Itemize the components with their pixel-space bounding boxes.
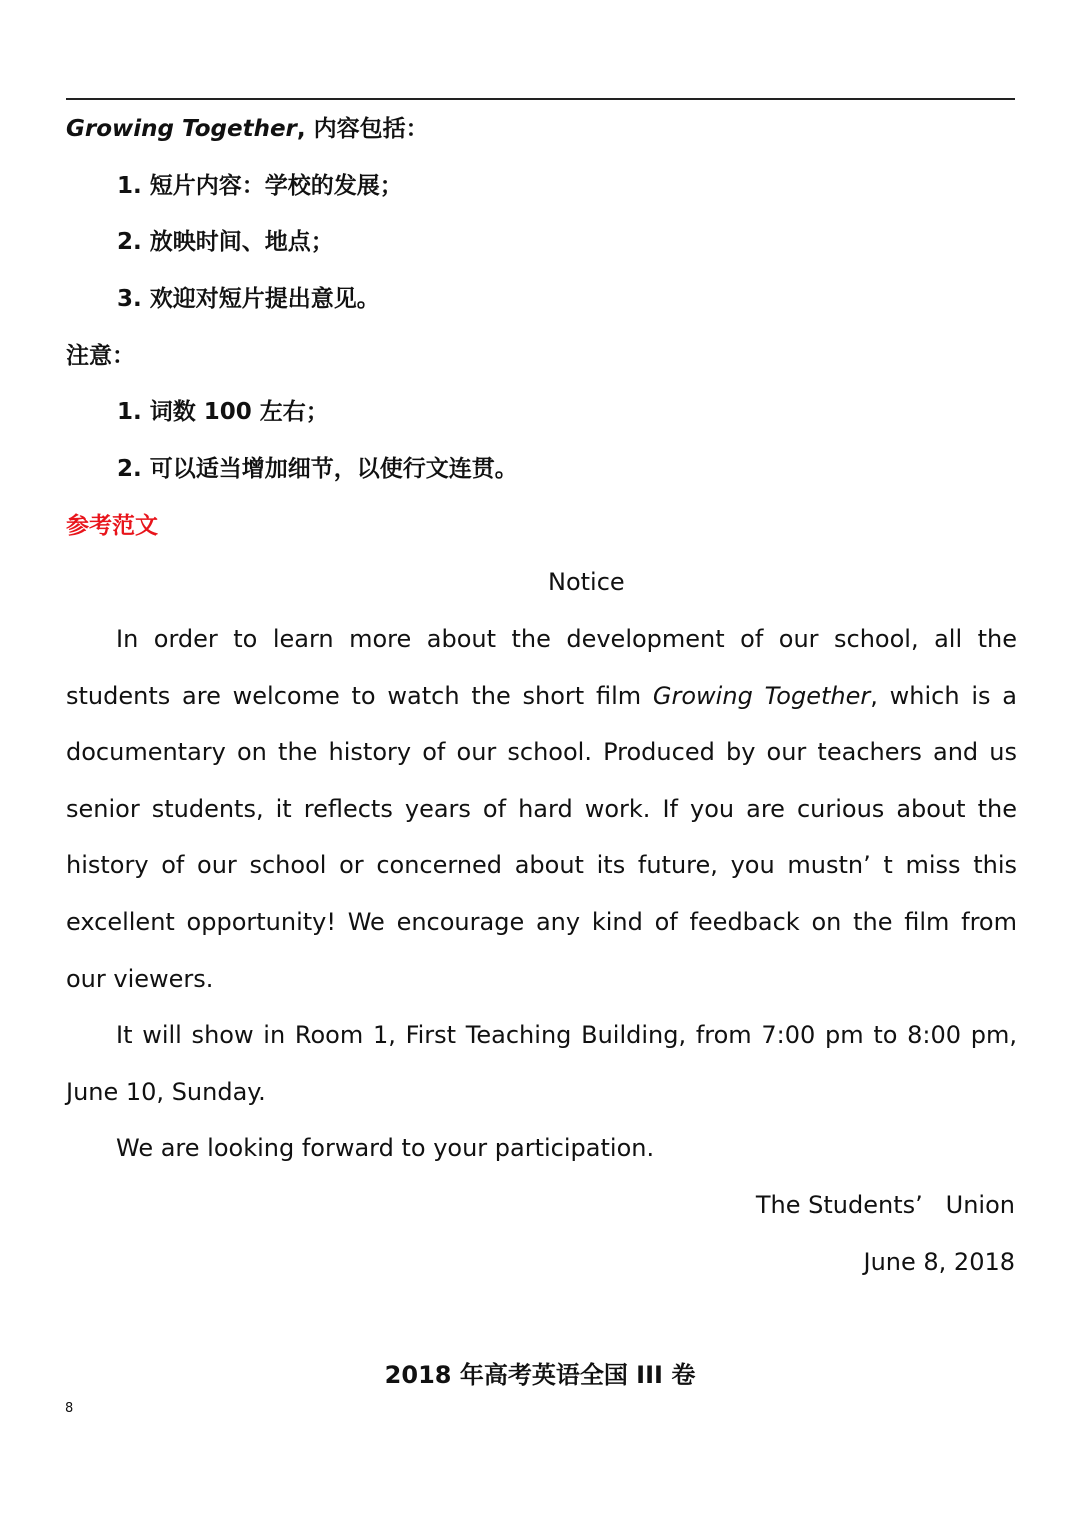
page-number: 8	[65, 1401, 74, 1416]
essay-title: Notice	[548, 568, 625, 596]
film-title-inline: Growing Together	[652, 681, 871, 710]
next-section-title: 2018 年高考英语全国 III 卷	[384, 1361, 696, 1389]
essay-paragraph-3: We are looking forward to your participation.	[116, 1134, 655, 1163]
signature-date: June 8, 2018	[863, 1248, 1015, 1276]
intro-suffix: , 内容包括：	[296, 116, 429, 142]
sample-heading: 参考范文	[66, 513, 158, 539]
content-item-1: 1. 短片内容：学校的发展；	[117, 173, 403, 199]
note-item-2: 2. 可以适当增加细节，以使行文连贯。	[117, 456, 518, 482]
note-item-1: 1. 词数 100 左右；	[117, 399, 329, 425]
essay-paragraph-2: It will show in Room 1, First Teaching Building, from 7:00 pm to 8:00 pm, June 10, Sunday.	[66, 1021, 1017, 1106]
signature: The Students’ Union	[755, 1191, 1015, 1219]
essay-paragraph-1: In order to learn more about the development of our school, all the students are welcome to watch the short film Growing Together, which is a documentary on the history of our school. Produced by our teachers and us senior students, it reflects years of hard work. If you are curious about the history of our school or concerned about its future, you mustn’ t miss this excellent opportunity! We encourage any kind of feedback on the film from our viewers.	[66, 625, 1017, 993]
content-item-2: 2. 放映时间、地点；	[117, 229, 334, 255]
film-title: Growing Together	[66, 116, 297, 142]
content-item-3: 3. 欢迎对短片提出意见。	[117, 286, 380, 312]
essay-body	[66, 611, 1017, 1177]
top-rule	[66, 98, 1015, 100]
notes-heading: 注意：	[66, 343, 135, 369]
task-intro	[66, 113, 429, 145]
